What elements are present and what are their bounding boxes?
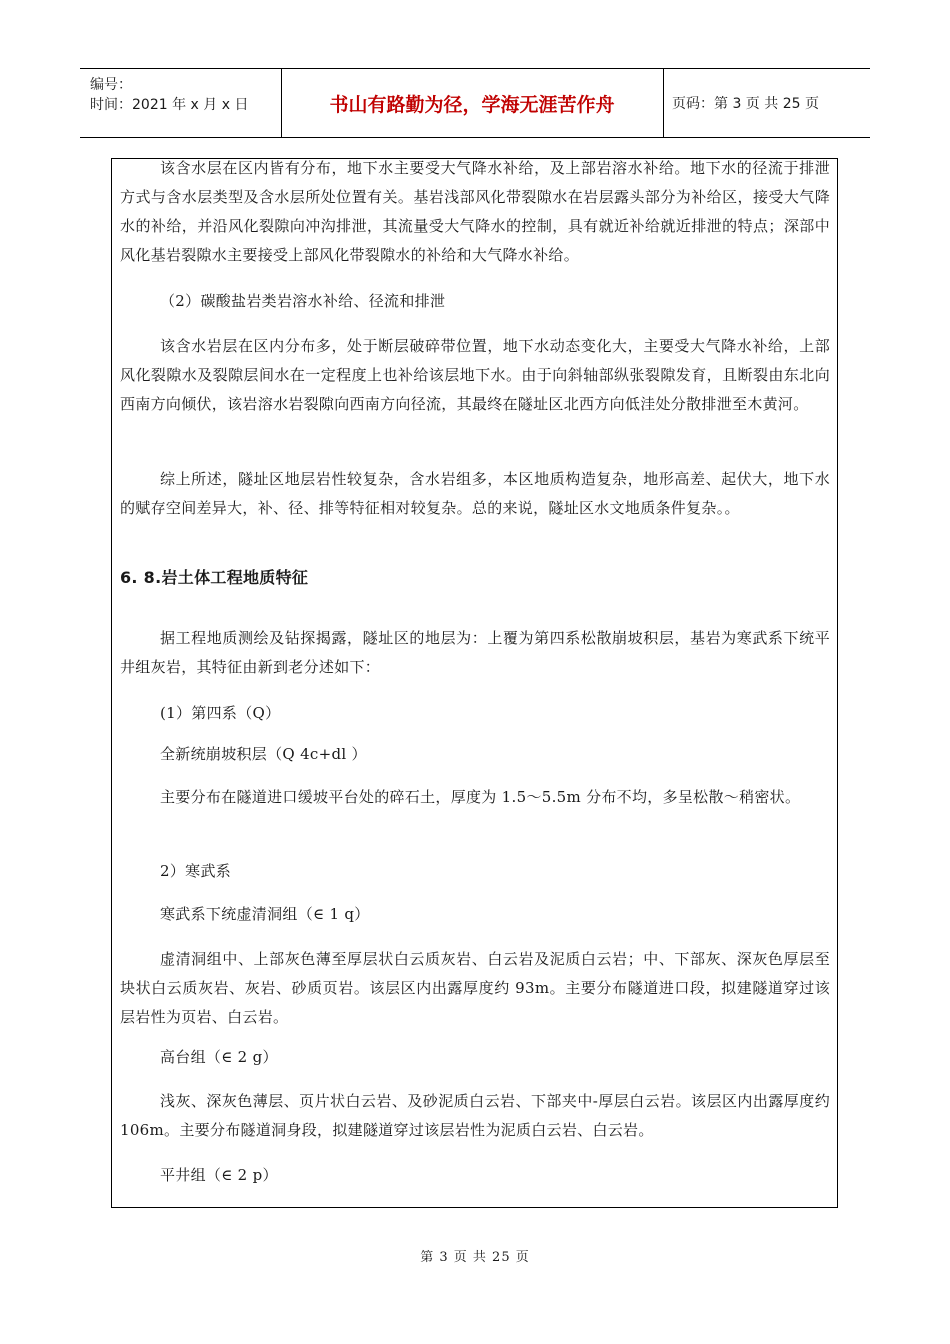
header-motto: 书山有路勤为径，学海无涯苦作舟 [329, 93, 615, 116]
subsection-title: 2）寒武系 [160, 862, 232, 880]
page-footer: 第 3 页 共 25 页 [420, 1250, 530, 1265]
paragraph: 浅灰、深灰色薄层、页片状白云岩、及砂泥质白云岩、下部夹中-厚层白云岩。该层区内出露厚度约 106m。主要分布隧道洞身段，拟建隧道穿过该层岩性为泥质白云岩、白云岩。 [120, 1092, 830, 1139]
subsection-title: (1）第四系（Q） [160, 704, 281, 722]
subsection-title: 高台组（∈ 2 g） [160, 1048, 278, 1066]
paragraph: 据工程地质测绘及钻探揭露，隧址区的地层为：上覆为第四系松散崩坡积层，基岩为寒武系下统平井组灰岩，其特征由新到老分述如下： [120, 629, 830, 676]
document-time: 时间：2021 年 x 月 x 日 [90, 97, 249, 113]
subsection-title: 寒武系下统虚清洞组（∈ 1 q） [160, 905, 370, 923]
paragraph: 虚清洞组中、上部灰色薄至厚层状白云质灰岩、白云岩及泥质白云岩；中、下部灰、深灰色厚层至块状白云质灰岩、灰岩、砂质页岩。该层区内出露厚度约 93m。主要分布隧道进口段，拟建隧道穿过该层岩性为页岩、白云岩。 [120, 950, 830, 1026]
page-header [80, 68, 870, 138]
paragraph: 该含水岩层在区内分布多，处于断层破碎带位置，地下水动态变化大，主要受大气降水补给，上部风化裂隙水及裂隙层间水在一定程度上也补给该层地下水。由于向斜轴部纵张裂隙发育，且断裂由东北向西南方向倾伏，该岩溶水岩裂隙向西南方向径流，其最终在隧址区北西方向低洼处分散排泄至木黄河。 [120, 337, 830, 413]
subsection-title: 平井组（∈ 2 p） [160, 1166, 278, 1184]
header-page-code: 页码：第 3 页 共 25 页 [672, 96, 819, 112]
subsection-title: （2）碳酸盐岩类岩溶水补给、径流和排泄 [160, 292, 446, 310]
section-heading: 6. 8.岩土体工程地质特征 [120, 568, 309, 587]
document-number-label: 编号： [90, 77, 132, 93]
subsection-title: 全新统崩坡积层（Q 4c+dl ） [160, 745, 367, 763]
paragraph: 综上所述，隧址区地层岩性较复杂，含水岩组多，本区地质构造复杂，地形高差、起伏大，地下水的赋存空间差异大，补、径、排等特征相对较复杂。总的来说，隧址区水文地质条件复杂。。 [120, 470, 830, 517]
paragraph: 该含水层在区内皆有分布，地下水主要受大气降水补给，及上部岩溶水补给。地下水的径流于排泄方式与含水层类型及含水层所处位置有关。基岩浅部风化带裂隙水在岩层露头部分为补给区，接受大气降水的补给，并沿风化裂隙向冲沟排泄，其流量受大气降水的控制，具有就近补给就近排泄的特点；深部中风化基岩裂隙水主要接受上部风化带裂隙水的补给和大气降水补给。 [120, 159, 830, 264]
header-meta [90, 75, 248, 115]
paragraph: 主要分布在隧道进口缓坡平台处的碎石土，厚度为 1.5～5.5m 分布不均，多呈松散～稍密状。 [160, 788, 801, 806]
